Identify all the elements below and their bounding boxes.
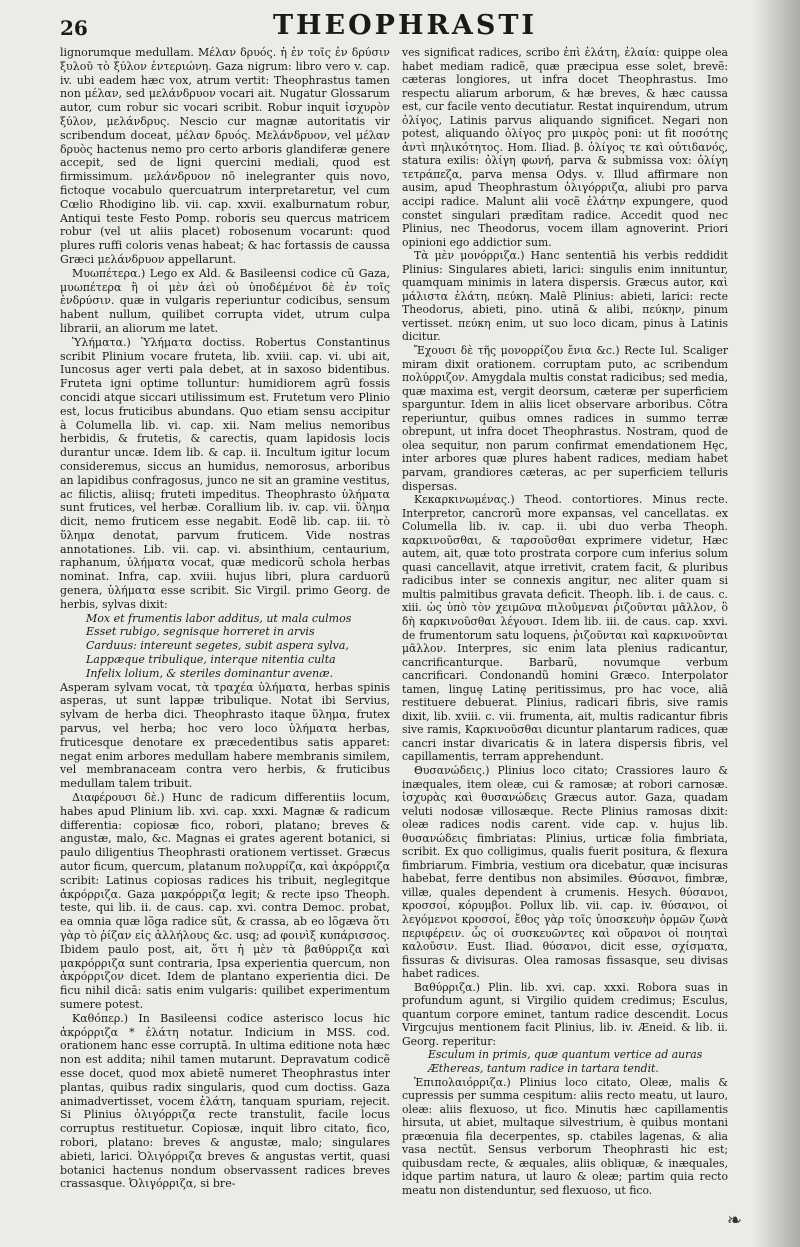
verse-line: Æthereas, tantum radice in tartara tendit. bbox=[428, 1062, 659, 1076]
page-edge-shadow bbox=[752, 0, 800, 1247]
verse-line: Mox et frumentis labor additus, ut mala culmos bbox=[86, 611, 352, 625]
paragraph: Διαφέρουσι δὲ.) Hunc de radicum differentiis locum, habes apud Plinium lib. xvi. cap. xxxi. Magnæ & radicum differentia: copiosæ fico, robori, platano; breves & angustæ, malo, &c. Magnas ei grates agerent botanici, si paulo diligentius Theophrasti orationem vertisset. Græcus autor ficum, quercum, platanum πολυρρίζα, καὶ ἀκρόρριζα scribit: Latinus copiosas radices his tribuit, neglegitque ἀκρόρριζα. Gaza μακρόρριζα legit; & recte ipso Theoph. teste, qui lib. ii. de caus. cap. xvi. contra Democ. probat, ea omnia quæ lõga radice sũt, & crassa, ab eo lõgæva ὅτι γὰρ τὸ ῥίζαν εἰς ἀλλήλους &c. usq; ad φοινὶξ κυπάρισσος. Ibidem paulo post, ait, ὅτι ἡ μὲν τὰ βαθύρριζα καὶ μακρόρριζα sunt contraria, Ipsa experientia quercum, non ἀκρόρριζον dicet. Idem de plantano experientia dici. De ficu nihil dicā: satis enim vulgaris: quilibet experimentum sumere potest. bbox=[60, 791, 390, 1011]
verse-quote bbox=[428, 1048, 728, 1075]
verse-line: Esculum in primis, quæ quantum vertice ad auras bbox=[428, 1048, 703, 1062]
paragraph: ves significat radices, scribo ἐπὶ ἐλάτη, ἐλαία: quippe olea habet mediam radicẽ, quæ præcipua esse solet, brevẽ: cæteras longiores, ut infra docet Theophrastus. Imo respectu aliarum arborum, & hæ breves, & hæc caussa est, cur facile vento decutiatur. Restat inquirendum, utrum ὀλίγος, Latinis parvus aliquando significet. Negari non potest, aliquando ὀλίγος pro μικρὸς poni: ut fit ποσότης ἀντὶ πηλικότητος. Hom. Iliad. β. ὀλίγος τε καὶ οὐτιδανός, statura exilis: ὀλίγη φωνή, parva & submissa vox: ὀλίγη τετράπεζα, parva mensa Odys. v. Illud affirmare non ausim, apud Theophrastum ὀλιγόρριζα, aliubi pro parva accipi radice. Malunt alii vocẽ ἐλάτην expungere, quod constet singulari prædītam radice. Accedit quod nec Plinius, nec Theodorus, vocem illam agnoverint. Priori opinioni ego addictior sum. bbox=[402, 46, 728, 249]
paragraph: Θυσανώδεις.) Plinius loco citato; Crassiores lauro & inæquales, item oleæ, cui & ramosæ; at robori carnosæ. ἰσχυρὰς καὶ θυσανώδεις Græcus autor. Gaza, quadam veluti nodosæ villosæque. Recte Plinius ramosas dixit: oleæ radices nodis carent. vide cap. v. hujus lib. θυσανώδεις fimbriatas: Plinius, urticæ folia fimbriata, scribit. Ex quo colligimus, qualis fuerit positura, & flexura fimbriarum. Fimbria, vestium ora dicebatur, quæ incisuras habebat, ferre dentibus non absimiles. Θύσανοι, fimbræ, villæ, quales dependent à crumenis. Hesych. θύσανοι, κροσσοί, κόρυμβοι. Pollux lib. vii. cap. iv. θύσανοι, οἱ λεγόμενοι κροσσοί, ἔθος γὰρ τοῖς ὑποσκευὴν ὁρμῶν ζωνὰ περιφέρειν. ὧς οἱ συσκευῶντες καὶ οὔρανοι οἱ ποιηταὶ καλοῦσιν. Eust. Iliad. θύσανοι, dicit esse, σχίσματα, fissuras & divisuras. Olea ramosas fissasque, seu divisas habet radices. bbox=[402, 763, 728, 981]
paragraph: Μυωπέτερα.) Lego ex Ald. & Basileensi codice cũ Gaza, μυωπέτερα ἢ οἱ μὲν ἀεὶ οὐ ὑποδέμένοι δὲ ἐν τοῖς ἐνδρύσιν. quæ in vulgaris reperiuntur codicibus, sensum habent nullum, quilibet corrupta videt, utrum culpa librarii, an aliorum me latet. bbox=[60, 266, 390, 335]
verse-line: Carduus: intereunt segetes, subit aspera sylva, bbox=[86, 639, 349, 653]
verse-line: Infelix lolium, & steriles dominantur avenæ. bbox=[86, 666, 334, 680]
paragraph: lignorumque medullam. Μέλαν δρυός. ἡ ἐν τοῖς ἐν δρύσιν ξυλοῦ τὸ ξύλον ἐντεριώνη. Gaza nigrum: libro vero v. cap. iv. ubi eadem hæc vox, atrum vertit: Theophrastus tamen non μέλαν, sed μελάνδρυον vocari ait. Nugatur Glossarum autor, cum robur sic vocari scribit. Robur inquit ἰσχυρὸν ξύλον, μελάνδρυς. Nescio cur magnæ autoritatis vir scribendum doceat, μέλαν δρυός. Μελάνδρυον, vel μέλαν δρυὸς hactenus nemo pro certo arboris glandiferæ genere accepit, sed de ligni quercini mediali, quod est firmissimum. μελάνδρυον nō inelegranter quis novo, fictoque vocabulo quercuatrum interpretaretur, vel cum Cœlio Rhodigino lib. vii. cap. xxvii. exalburnatum robur, Antiqui teste Festo Pomp. roboris seu quercus matricem robur (vel ut aliis placet) robosenum vocarunt: quod plures ruffi coloris venas habeat; & hac fortassis de caussa Græci μελάνδρυον appellarunt. bbox=[60, 46, 390, 266]
page-header bbox=[60, 6, 750, 46]
ornament-icon: ❧ bbox=[726, 1210, 742, 1231]
paragraph: Καθόπερ.) In Basileensi codice asterisco locus hic ἀκρόρριζα * ἐλάτη notatur. Indicium in MSS. cod. orationem hanc esse corruptā. In ultima editione nota hæc non est addita; nihil tamen mutarunt. Depravatum codicẽ esse docet, quod mox abietẽ numeret Theophrastus inter plantas, quibus radix singularis, quod cum doctiss. Gaza animadvertisset, vocem ἐλάτη, tanquam spuriam, rejecit. Si Plinius ὀλιγόρριζα recte transtulit, facile locus corruptus restituetur. Copiosæ, inquit libro citato, fico, robori, platano: breves & angustæ, malo; singulares abieti, larici. Ὀλιγόρριζα breves & angustas vertit, quasi botanici hactenus nondum observassent radices breves crassasque. Ὀλιγόρριζα, si bre- bbox=[60, 1011, 390, 1191]
page-number: 26 bbox=[60, 16, 88, 40]
right-column bbox=[402, 46, 728, 1197]
running-title: THEOPHRASTI bbox=[272, 10, 538, 41]
paragraph: Ἐπιπολαιόρριζα.) Plinius loco citato, Oleæ, malis & cupressis per summa cespitum: aliis recto meatu, ut lauro, oleæ: aliis flexuoso, ut fico. Minutis hæc capillamentis hirsuta, ut abiet, multaque silvestrium, è quibus montani præœnuia fila decerpentes, sp. ctabiles lagenas, & alia vasa nectūt. Sensus verborum Theophrasti hic est; quibusdam recte, & æquales, aliis obliquæ, & inæquales, idque partim natura, ut lauro & oleæ; partim quia recto meatu non distenduntur, sed flexuoso, ut fico. bbox=[402, 1075, 728, 1197]
verse-line: Lappæque tribulique, interque nitentia culta bbox=[86, 653, 336, 667]
paragraph: Κεκαρκινωμένας.) Theod. contortiores. Minus recte. Interpretor, cancrorũ more expansas, vel cancellatas. ex Columella lib. iv. cap. ii. ubi duo verba Theoph. καρκινοῦσθαι, & ταρσοῦσθαι exprimere videtur, Hæc autem, ait, quæ toto prostrata corpore cum inferius solum quasi cancellavit, atque irretivit, cratem facit, & pluribus radicibus inter se connexis angitur, nec aliter quam si multis palmitibus gravata deficit. Theoph. lib. i. de caus. c. xiii. ὡς ὑπὸ τὸν χειμῶνα πιλοῦμεναι ῥιζοῦνται μᾶλλον, ὃ δὴ καρκινοῦσθαι λέγουσι. Idem lib. iii. de caus. cap. xxvi. de frumentorum satu loquens, ῥιζοῦνται καὶ καρκινοῦνται μᾶλλον. Interpres, sic enim lata plenius radicantur, cancrificanturque. Barbarũ, novumque verbum cancrificari. Condonandũ homini Græco. Interpolator tamen, linguę Latinę peritissimus, pro hac voce, aliā restituere debuerat. Plinius, radicari fibris, sive ramis dixit, lib. xviii. c. vii. frumenta, ait, multis radicantur fibris sive ramis, Καρκινοῦσθαι dicuntur plantarum radices, quæ cancri instar divaricatis & in latera dispersis fibris, vel capillamentis, terram apprehendunt. bbox=[402, 493, 728, 764]
verse-quote bbox=[86, 612, 390, 681]
paragraph: Βαθύρριζα.) Plin. lib. xvi. cap. xxxi. Robora suas in profundum agunt, si Virgilio quidem credimus; Esculus, quantum corpore eminet, tantum radice descendit. Locus Virgcujus mentionem facit Plinius, lib. iv. Æneid. & lib. ii. Georg. reperitur: bbox=[402, 980, 728, 1048]
paragraph: Ἔχουσι δὲ τῆς μονορρίζου ἔνια &c.) Recte Iul. Scaliger miram dixit orationem. corruptam puto, ac scribendum πολύρριζον. Amygdala multis constat radicibus; sed media, quæ maxima est, vergit deorsum, cæteræ per superficiem sparguntur. Idem in aliis licet observare arboribus. Cõtra reperiuntur, quibus omnes radices in summo terræ obrepunt, ut infra docet Theophrastus. Nostram, quod de olea sequitur, non parum confirmat emendationem Hęc, inter arbores quæ plures habent radices, mediam habet parvam, grandiores cæteras, ac per superficiem telluris dispersas. bbox=[402, 344, 728, 493]
paragraph: Ὑλήματα.) Ὑλήματα doctiss. Robertus Constantinus scribit Plinium vocare fruteta, lib. xviii. cap. vi. ubi ait, Iuncosus ager verti pala debet, at in saxoso bidentibus. Fruteta igni optime tolluntur: humidiorem agrũ fossis concidi atque siccari utilissimum est. Frutetum vero Plinio est, locus fruticibus abundans. Quo etiam sensu accipitur à Columella lib. vi. cap. xii. Nam melius nemoribus herbidis, & frutetis, & carectis, quam lapidosis locis durantur uncæ. Idem lib. & cap. ii. Incultum igitur locum consideremus, siccus an humidus, nemorosus, arboribus an lapidibus confragosus, junco ne sit an gramine vestitus, ac filictis, aliisq; fruteti impeditus. Theophrasto ὑλήματα sunt frutices, vel herbæ. Corallium lib. iv. cap. vii. ὕλημα dicit, nemo fruticem esse negabit. Eodẽ lib. cap. iii. τὸ ὕλημα denotat, parvum fruticem. Vide nostras annotationes. Lib. vii. cap. vi. absinthium, centaurium, raphanum, ὑλήματα vocat, quæ medicorũ schola herbas nominat. Infra, cap. xviii. hujus libri, plura carduorũ genera, ὑλήματα esse scribit. Sic Virgil. primo Georg. de herbis, sylvas dixit: bbox=[60, 335, 390, 611]
left-column bbox=[60, 46, 390, 1191]
paragraph: Asperam sylvam vocat, τὰ τραχέα ὑλήματα, herbas spinis asperas, ut sunt lappæ tribulique. Notat ibi Servius, sylvam de herba dici. Theophrasto itaque ὕλημα, frutex parvus, vel herba; hoc vero loco ὑλήματα herbas, fruticesque denotare ex præcedentibus satis apparet: negat enim arbores medullam habere membranis similem, vel membranaceam contra vero herbis, & fruticibus medullam talem tribuit. bbox=[60, 680, 390, 791]
verse-line: Esset rubigo, segnisque horreret in arvis bbox=[86, 625, 315, 639]
paragraph: Τὰ μὲν μονόρριζα.) Hanc sententiā his verbis reddidit Plinius: Singulares abieti, larici: singulis enim innituntur, quamquam minimis in latera dispersis. Græcus autor, καὶ μάλιστα ἐλάτη, πεύκη. Malẽ Plinius: abieti, larici: recte Theodorus, abieti, pino. utinā & alibi, πεύκην, pinum vertisset. πεύκη enim, ut suo loco dicam, pinus à Latinis dicitur. bbox=[402, 249, 728, 344]
